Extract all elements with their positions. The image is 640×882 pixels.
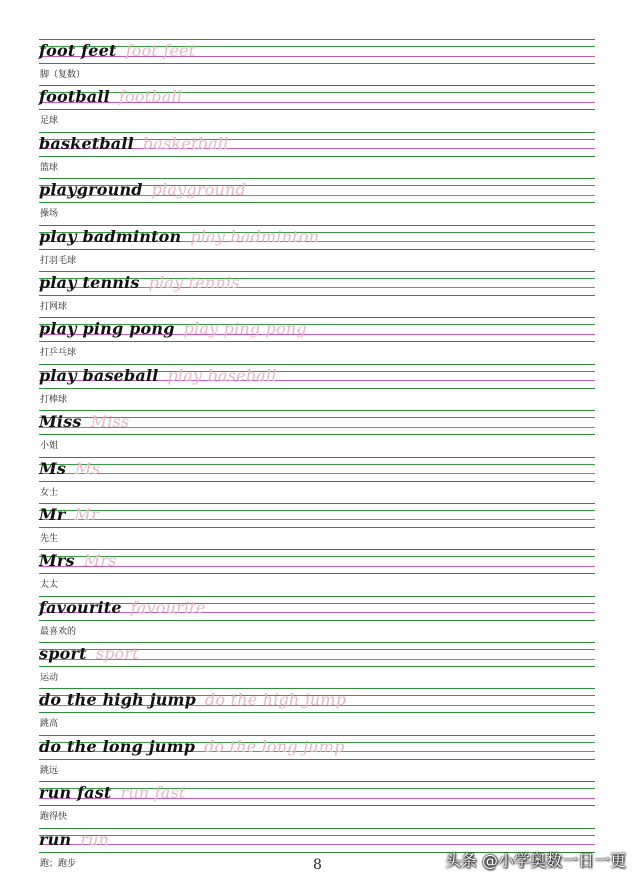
word-line bbox=[39, 736, 345, 758]
vocab-entry bbox=[39, 594, 595, 640]
vocab-meaning: 打乒乓球 bbox=[40, 348, 77, 359]
vocab-word: foot feet bbox=[39, 41, 117, 60]
vocab-entry bbox=[39, 130, 595, 176]
vocab-meaning: 运动 bbox=[40, 673, 59, 684]
page-number: 8 bbox=[313, 857, 322, 873]
trace-word: sport bbox=[95, 644, 139, 664]
trace-word: Miss bbox=[90, 412, 130, 432]
word-line bbox=[39, 597, 206, 619]
trace-word: play ping pong bbox=[183, 319, 307, 339]
vocab-meaning: 最喜欢的 bbox=[40, 626, 77, 637]
word-line bbox=[39, 458, 100, 480]
vocab-meaning: 打网球 bbox=[40, 301, 68, 312]
trace-word: run bbox=[80, 829, 110, 849]
word-line bbox=[39, 272, 240, 294]
writing-guide-lines bbox=[39, 455, 595, 485]
vocab-entry bbox=[39, 362, 595, 408]
vocab-word: Miss bbox=[39, 412, 82, 432]
word-line bbox=[39, 179, 246, 201]
trace-word: run fast bbox=[120, 783, 186, 803]
word-line bbox=[39, 829, 109, 851]
vocab-entry bbox=[39, 83, 595, 129]
vocab-entry bbox=[39, 315, 595, 361]
vocab-word: run fast bbox=[39, 783, 112, 803]
vocab-entry bbox=[39, 501, 595, 547]
writing-guide-lines bbox=[39, 547, 595, 577]
vocab-meaning: 跳远 bbox=[40, 765, 59, 776]
vocab-entry bbox=[39, 686, 595, 732]
word-line bbox=[39, 40, 195, 62]
word-line bbox=[39, 643, 139, 665]
trace-word: foot feet bbox=[125, 41, 196, 60]
trace-word: play baseball bbox=[167, 365, 277, 385]
worksheet bbox=[39, 37, 595, 872]
vocab-entry bbox=[39, 640, 595, 686]
vocab-word: Mrs bbox=[39, 551, 75, 571]
vocab-meaning: 跳高 bbox=[40, 719, 59, 730]
word-line bbox=[39, 365, 277, 387]
word-line bbox=[39, 782, 186, 804]
vocab-meaning: 跑；跑步 bbox=[40, 858, 77, 869]
word-line bbox=[39, 226, 319, 248]
trace-word: Mrs bbox=[83, 551, 117, 571]
word-line bbox=[39, 504, 99, 526]
trace-word: do the long jump bbox=[204, 736, 345, 756]
vocab-entry bbox=[39, 455, 595, 501]
trace-word: play tennis bbox=[148, 272, 240, 292]
vocab-meaning: 操场 bbox=[40, 209, 59, 220]
trace-word: playground bbox=[151, 180, 246, 200]
vocab-word: Mr bbox=[39, 504, 66, 524]
trace-word: favourite bbox=[130, 597, 206, 617]
watermark-text: 头条 @小学奥数一日一更 bbox=[444, 851, 626, 870]
vocab-word: run bbox=[39, 829, 72, 849]
vocab-word: play ping pong bbox=[39, 319, 175, 339]
vocab-word: playground bbox=[39, 180, 143, 200]
vocab-word: play badminton bbox=[39, 226, 182, 246]
vocab-word: basketball bbox=[39, 133, 134, 153]
vocab-meaning: 太太 bbox=[40, 580, 59, 591]
vocab-word: football bbox=[39, 87, 110, 107]
vocab-meaning: 篮球 bbox=[40, 162, 59, 173]
vocab-word: sport bbox=[39, 644, 87, 664]
vocab-word: do the high jump bbox=[39, 690, 197, 710]
word-line bbox=[39, 133, 229, 155]
vocab-meaning: 脚（复数） bbox=[40, 70, 86, 80]
word-line bbox=[39, 689, 346, 711]
vocab-word: favourite bbox=[39, 597, 122, 617]
vocab-entry bbox=[39, 176, 595, 222]
vocab-meaning: 打羽毛球 bbox=[40, 255, 77, 266]
vocab-meaning: 小姐 bbox=[40, 441, 59, 452]
writing-guide-lines bbox=[39, 501, 595, 531]
word-line bbox=[39, 318, 307, 340]
vocab-word: do the long jump bbox=[39, 736, 196, 756]
vocab-meaning: 女士 bbox=[40, 487, 59, 498]
trace-word: basketball bbox=[142, 133, 229, 153]
vocab-meaning: 足球 bbox=[40, 116, 59, 127]
vocab-entry bbox=[39, 733, 595, 779]
vocab-entry bbox=[39, 779, 595, 825]
word-line bbox=[39, 550, 117, 572]
trace-word: play badminton bbox=[190, 226, 320, 246]
vocab-entry bbox=[39, 37, 595, 83]
vocab-word: play tennis bbox=[39, 272, 140, 292]
vocab-meaning: 跑得快 bbox=[40, 812, 68, 823]
trace-word: do the high jump bbox=[205, 690, 347, 710]
vocab-entry bbox=[39, 223, 595, 269]
trace-word: Ms bbox=[75, 458, 101, 478]
vocab-word: Ms bbox=[39, 458, 67, 478]
word-line bbox=[39, 411, 129, 433]
vocab-meaning: 打棒球 bbox=[40, 394, 68, 405]
vocab-entry bbox=[39, 547, 595, 593]
vocab-word: play baseball bbox=[39, 365, 159, 385]
vocab-entry bbox=[39, 408, 595, 454]
trace-word: football bbox=[118, 87, 183, 107]
vocab-meaning: 先生 bbox=[40, 533, 59, 544]
vocab-entry bbox=[39, 269, 595, 315]
word-line bbox=[39, 86, 182, 108]
trace-word: Mr bbox=[74, 504, 99, 524]
